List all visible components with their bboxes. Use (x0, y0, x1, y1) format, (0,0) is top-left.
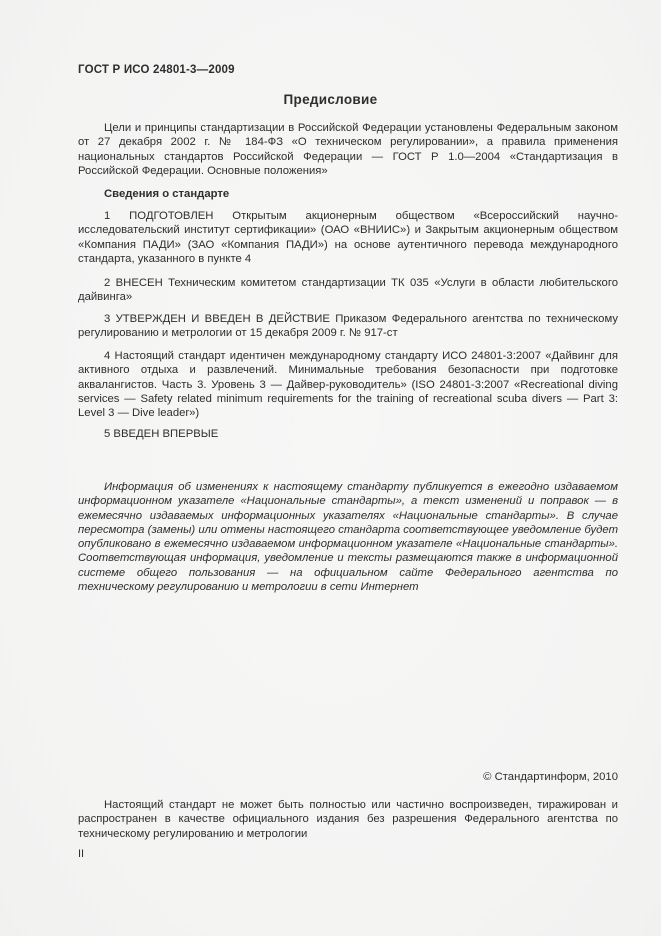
standard-info-item-2: 2 ВНЕСЕН Техническим комитетом стандартизации ТК 035 «Услуги в области любительского дайвинга» (78, 277, 618, 304)
standard-info-item-3: 3 УТВЕРЖДЕН И ВВЕДЕН В ДЕЙСТВИЕ Приказом Федерального агентства по техническому регулированию и метрологии от 15 декабря 2009 г. № 917-ст (78, 313, 618, 340)
doc-designation: ГОСТ Р ИСО 24801-3—2009 (78, 64, 235, 76)
copyright-line: © Стандартинформ, 2010 (483, 771, 618, 783)
page-title: Предисловие (283, 92, 378, 107)
standard-info-heading: Сведения о стандарте (104, 188, 230, 200)
amendments-note: Информация об изменениях к настоящему стандарту публикуется в ежегодно издаваемом информационном указателе «Национальные стандарты», а текст изменений и поправок — в ежемесячно издаваемых информационных указателях «Национальные стандарты». В случае пересмотра (замены) или отмены настоящего стандарта соответствующее уведомление будет опубликовано в ежемесячно издаваемом информационном указателе «Национальные стандарты». Соответствующая информация, уведомление и тексты размещаются также в информационной системе общего пользования — на официальном сайте Федерального агентства по техническому регулированию и метрологии в сети Интернет (78, 481, 618, 594)
standard-info-item-5: 5 ВВЕДЕН ВПЕРВЫЕ (104, 428, 219, 440)
standard-info-item-1: 1 ПОДГОТОВЛЕН Открытым акционерным обществом «Всероссийский научно-исследовательский институт сертификации» (ОАО «ВНИИС») и Закрытым акционерным обществом «Компания ПАДИ» (ЗАО «Компания ПАДИ») на основе аутентичного перевода международного стандарта, указанного в пункте 4 (78, 210, 618, 265)
reproduction-note: Настоящий стандарт не может быть полностью или частично воспроизведен, тиражирован и распространен в качестве официального издания без разрешения Федерального агентства по техническому регулированию и метрологии (78, 799, 618, 840)
page-number: II (78, 848, 85, 860)
standard-info-item-4: 4 Настоящий стандарт идентичен международному стандарту ИСО 24801-3:2007 «Дайвинг для активного отдыха и развлечений. Минимальные требования безопасности при подготовке аквалангистов. Часть 3. Уровень 3 — Дайвер-руководитель» (ISO 24801-3:2007 «Recreational diving services — Safety related minimum requirements for the training of recreational scuba divers — Part 3: Level 3 — Dive leader») (78, 350, 618, 420)
intro-paragraph: Цели и принципы стандартизации в Российской Федерации установлены Федеральным законом от 27 декабря 2002 г. № 184-ФЗ «О техническом регулировании», а правила применения национальных стандартов Российской Федерации — ГОСТ Р 1.0—2004 «Стандартизация в Российской Федерации. Основные положения» (78, 122, 618, 177)
